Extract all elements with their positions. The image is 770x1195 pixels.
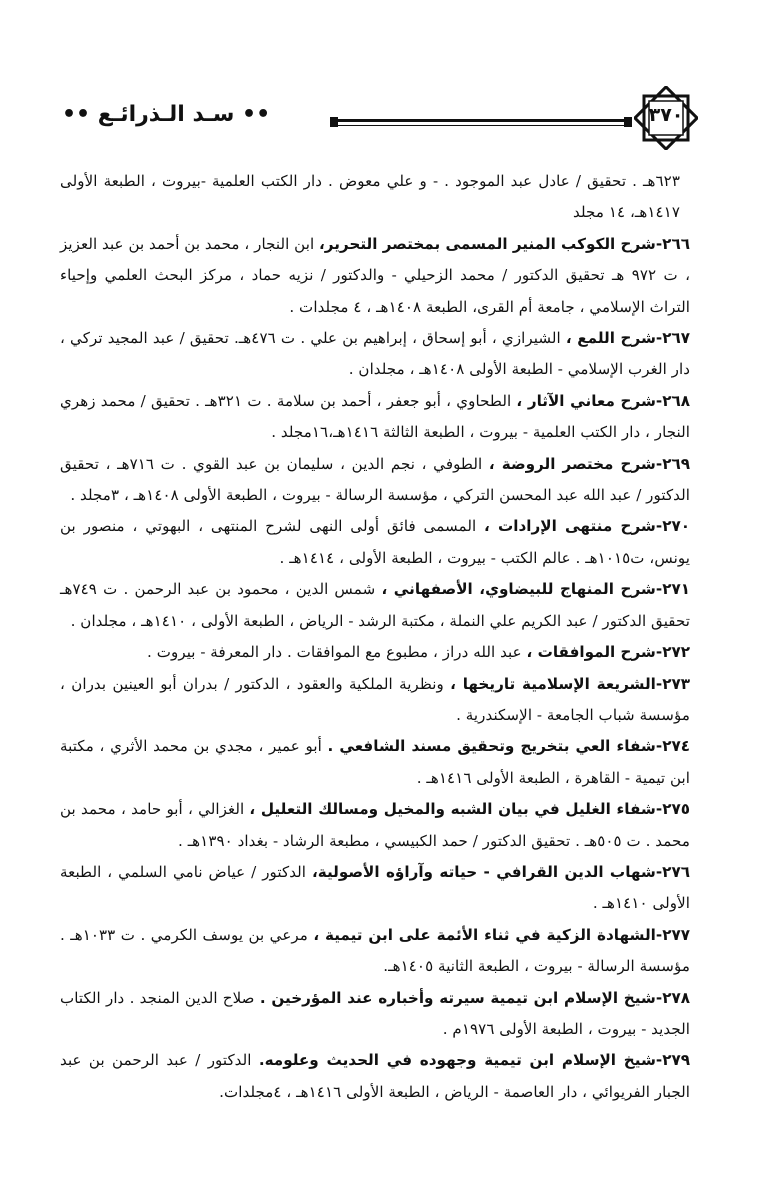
entry-details: مرعي بن يوسف الكرمي . ت ١٠٣٣هـ . مؤسسة الرسالة - بيروت ، الطبعة الثانية ١٤٠٥هـ. [60, 925, 690, 976]
entry-title: شيخ الإسلام ابن تيمية وجهوده في الحديث وعلومه. [258, 1051, 656, 1070]
entry-title: شهاب الدين القرافي - حياته وآراؤه الأصولية، [311, 862, 656, 881]
bibliography-entry [60, 574, 690, 637]
entry-title: شفاء العي بتخريج وتحقيق مسند الشافعي . [327, 737, 656, 756]
entry-number: ٢٧٩- [655, 1051, 691, 1070]
entry-number: ٢٧٣- [655, 674, 691, 693]
entry-number: ٢٧٤- [655, 737, 690, 756]
entry-number: ٢٦٦- [655, 234, 690, 253]
bibliography-entry [60, 920, 690, 983]
entry-title: شفاء الغليل في بيان الشبه والمخيل ومسالك التعليل ، [249, 800, 656, 819]
entry-details: الطوفي ، نجم الدين ، سليمان بن عبد القوي . ت ٧١٦هـ ، تحقيق الدكتور / عبد الله عبد المحسن التركي ، مؤسسة الرسالة - بيروت ، الطبعة الأولى ١٤٠٨هـ ، ٣مجلد . [60, 454, 690, 505]
bibliography-entry [60, 983, 690, 1046]
entry-title: شرح مختصر الروضة ، [488, 454, 656, 473]
bibliography-entry [60, 857, 690, 920]
entry-number: ٢٧٢- [655, 643, 690, 662]
entry-title: شرح الكوكب المنير المسمى بمختصر التحرير، [319, 234, 656, 253]
entry-title: شرح معاني الآثار ، [516, 391, 656, 410]
entry-details: الغزالي ، أبو حامد ، محمد بن محمد . ت ٥٠٥هـ . تحقيق الدكتور / حمد الكبيسي ، مطبعة الرشاد - بغداد ١٣٩٠هـ . [60, 800, 690, 850]
entry-number: ٢٦٨- [655, 391, 691, 410]
entry-title: شرح منتهى الإرادات ، [484, 517, 656, 536]
entry-title: شرح اللمع ، [565, 329, 656, 348]
page-number-badge [634, 86, 698, 150]
bibliography-list [60, 166, 690, 1108]
entry-number: ٢٦٩- [655, 454, 690, 473]
entry-title: الشريعة الإسلامية تاريخها ، [450, 674, 656, 693]
entry-number: ٢٧٧- [655, 925, 690, 944]
entry-title: شرح الموافقات ، [526, 643, 656, 662]
entry-details: المسمى فائق أولى النهى لشرح المنتهى ، البهوتي ، منصور بن يونس، ت١٠١٥هـ . عالم الكتب - بيروت ، الطبعة الأولى ، ١٤١٤هـ . [60, 517, 690, 567]
entry-details: الشيرازي ، أبو إسحاق ، إبراهيم بن علي . ت ٤٧٦هـ. تحقيق / عبد المجيد تركي ، دار الغرب الإسلامي - الطبعة الأولى ١٤٠٨هـ ، مجلدان . [60, 329, 690, 379]
entry-details: صلاح الدين المنجد . دار الكتاب الجديد - بيروت ، الطبعة الأولى ١٩٧٦م . [60, 988, 690, 1038]
entry-number: ٢٦٧- [655, 329, 690, 348]
entry-number: ٢٧٦- [655, 862, 690, 881]
bibliography-entry [60, 229, 690, 323]
bibliography-entry [60, 511, 690, 574]
rule-end-block [330, 117, 338, 127]
header-rule [330, 119, 632, 126]
page-number: ٣٧٠ [648, 104, 684, 126]
rule-end-block [624, 117, 632, 127]
entry-title: الشهادة الزكية في ثناء الأئمة على ابن تيمية ، [313, 925, 656, 944]
entry-number: ٢٧٠- [655, 517, 690, 536]
bibliography-entry [60, 386, 690, 449]
entry-title: شيخ الإسلام ابن تيمية سيرته وأخباره عند المؤرخين . [259, 988, 656, 1007]
bibliography-entry [60, 794, 690, 857]
entry-number: ٢٧٥- [655, 800, 690, 819]
entry-details: الطحاوي ، أبو جعفر ، أحمد بن سلامة . ت ٣٢١هـ . تحقيق / محمد زهري النجار ، دار الكتب العلمية - بيروت ، الطبعة الثالثة ١٤١٦هـ،١٦مجلد . [60, 391, 690, 442]
entry-title: شرح المنهاج للبيضاوي، الأصفهاني ، [381, 580, 656, 599]
page-header [58, 88, 698, 158]
bibliography-entry [60, 669, 690, 732]
bibliography-entry [60, 323, 690, 386]
entry-details: أبو عمير ، مجدي بن محمد الأثري ، مكتبة ابن تيمية - القاهرة ، الطبعة الأولى ١٤١٦هـ . [60, 737, 690, 787]
entry-details: ابن النجار ، محمد بن أحمد بن عبد العزيز ، ت ٩٧٢ هـ تحقيق الدكتور / محمد الزحيلي - والدكتور / نزيه حماد ، مركز البحث العلمي وإحياء التراث الإسلامي ، جامعة أم القرى، الطبعة ١٤٠٨هـ ، ٤ مجلدات . [60, 234, 690, 316]
entry-details: الدكتور / عبد الرحمن بن عبد الجبار الفريوائي ، دار العاصمة - الرياض ، الطبعة الأولى ١٤١٦هـ ، ٤مجلدات. [60, 1051, 690, 1101]
entry-number: ٢٧١- [655, 580, 690, 599]
bibliography-entry [60, 637, 690, 668]
entry-details: ونظرية الملكية والعقود ، الدكتور / بدران أبو العينين بدران ، مؤسسة شباب الجامعة - الإسكندرية . [60, 674, 690, 724]
bibliography-entry [60, 1045, 690, 1108]
entry-details: شمس الدين ، محمود بن عبد الرحمن . ت ٧٤٩هـ تحقيق الدكتور / عبد الكريم علي النملة ، مكتبة الرشد - الرياض ، الطبعة الأولى ، ١٤١٠هـ ، مجلدان . [60, 580, 690, 630]
running-title: •• سـد الـذرائـع •• [62, 102, 271, 127]
continuation-entry: ٦٢٣هـ . تحقيق / عادل عبد الموجود . - و علي معوض . دار الكتب العلمية -بيروت ، الطبعة الأولى ١٤١٧هـ، ١٤ مجلد [60, 172, 680, 222]
entry-details: عبد الله دراز ، مطبوع مع الموافقات . دار المعرفة - بيروت . [147, 643, 527, 662]
entry-number: ٢٧٨- [655, 988, 690, 1007]
bibliography-entry [60, 449, 690, 512]
entry-details: الدكتور / عياض نامي السلمي ، الطبعة الأولى ١٤١٠هـ . [60, 862, 690, 913]
bibliography-entry [60, 731, 690, 794]
